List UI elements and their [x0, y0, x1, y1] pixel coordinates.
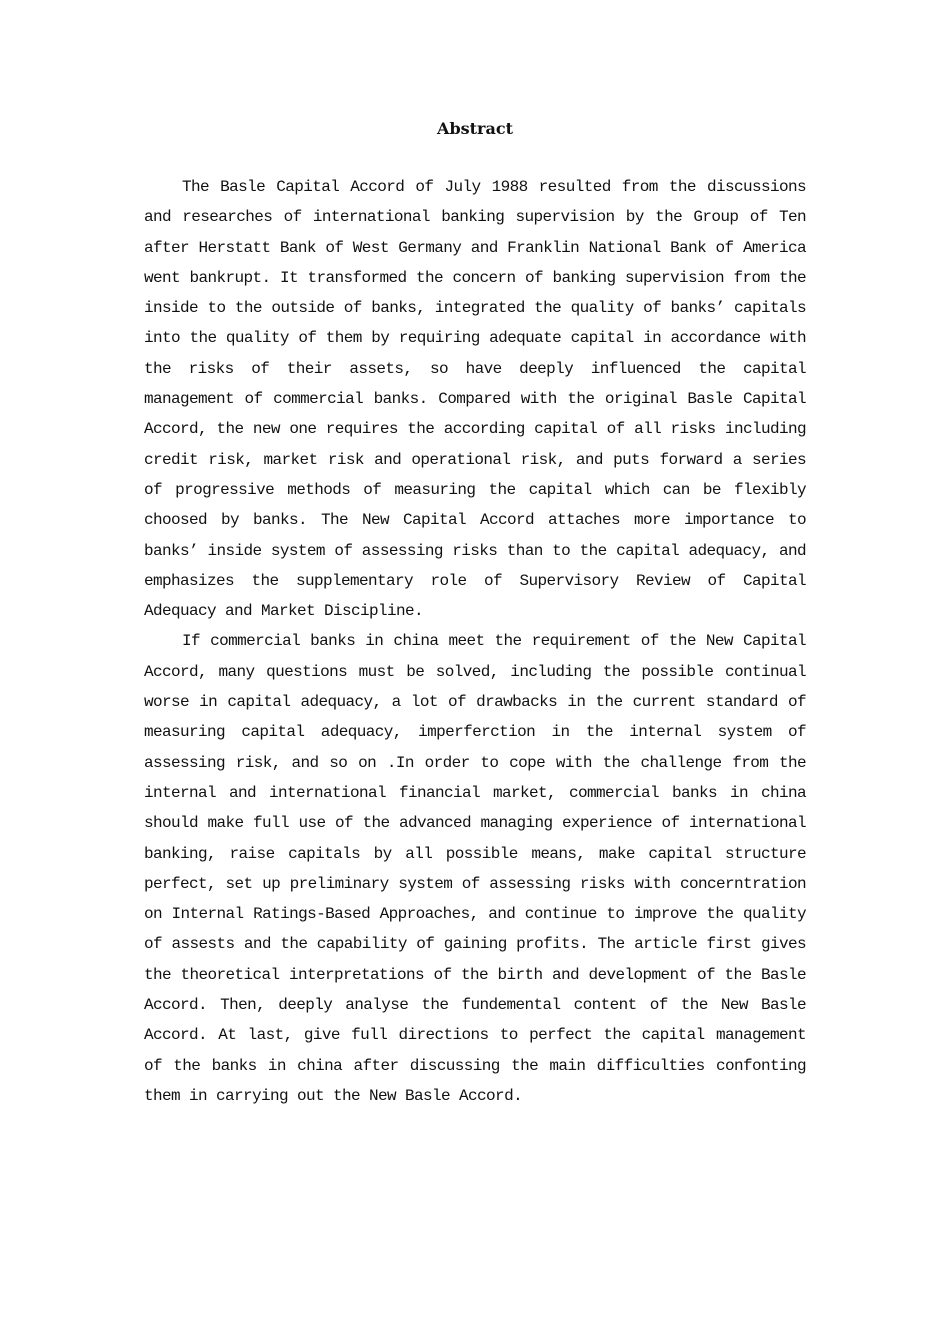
- abstract-paragraph-1: The Basle Capital Accord of July 1988 resulted from the discussions and researches of international banking supervision by the Group of Ten after Herstatt Bank of West Germany and Franklin National Bank of America went bankrupt. It transformed the concern of banking supervision from the inside to the outside of banks, integrated the quality of banks’ capitals into the quality of them by requiring adequate capital in accordance with the risks of their assets, so have deeply influenced the capital management of commercial banks. Compared with the original Basle Capital Accord, the new one requires the according capital of all risks including credit risk, market risk and operational risk, and puts forward a series of progressive methods of measuring the capital which can be flexibly choosed by banks. The New Capital Accord attaches more importance to banks’ inside system of assessing risks than to the capital adequacy, and emphasizes the supplementary role of Supervisory Review of Capital Adequacy and Market Discipline.: [144, 178, 806, 621]
- page-title: Abstract: [437, 119, 513, 138]
- abstract-paragraph-2: If commercial banks in china meet the requirement of the New Capital Accord, many questions must be solved, including the possible continual worse in capital adequacy, a lot of drawbacks in the current standard of measuring capital adequacy, imperferction in the internal system of assessing risk, and so on .In order to cope with the challenge from the internal and international financial market, commercial banks in china should make full use of the advanced managing experience of international banking, raise capitals by all possible means, make capital structure perfect, set up preliminary system of assessing risks with concerntration on Internal Ratings-Based Approaches, and continue to improve the quality of assests and the capability of gaining profits. The article first gives the theoretical interpretations of the birth and development of the Basle Accord. Then, deeply analyse the fundemental content of the New Basle Accord. At last, give full directions to perfect the capital management of the banks in china after discussing the main difficulties confonting them in carrying out the New Basle Accord.: [144, 632, 806, 1105]
- abstract-body: [144, 172, 806, 1111]
